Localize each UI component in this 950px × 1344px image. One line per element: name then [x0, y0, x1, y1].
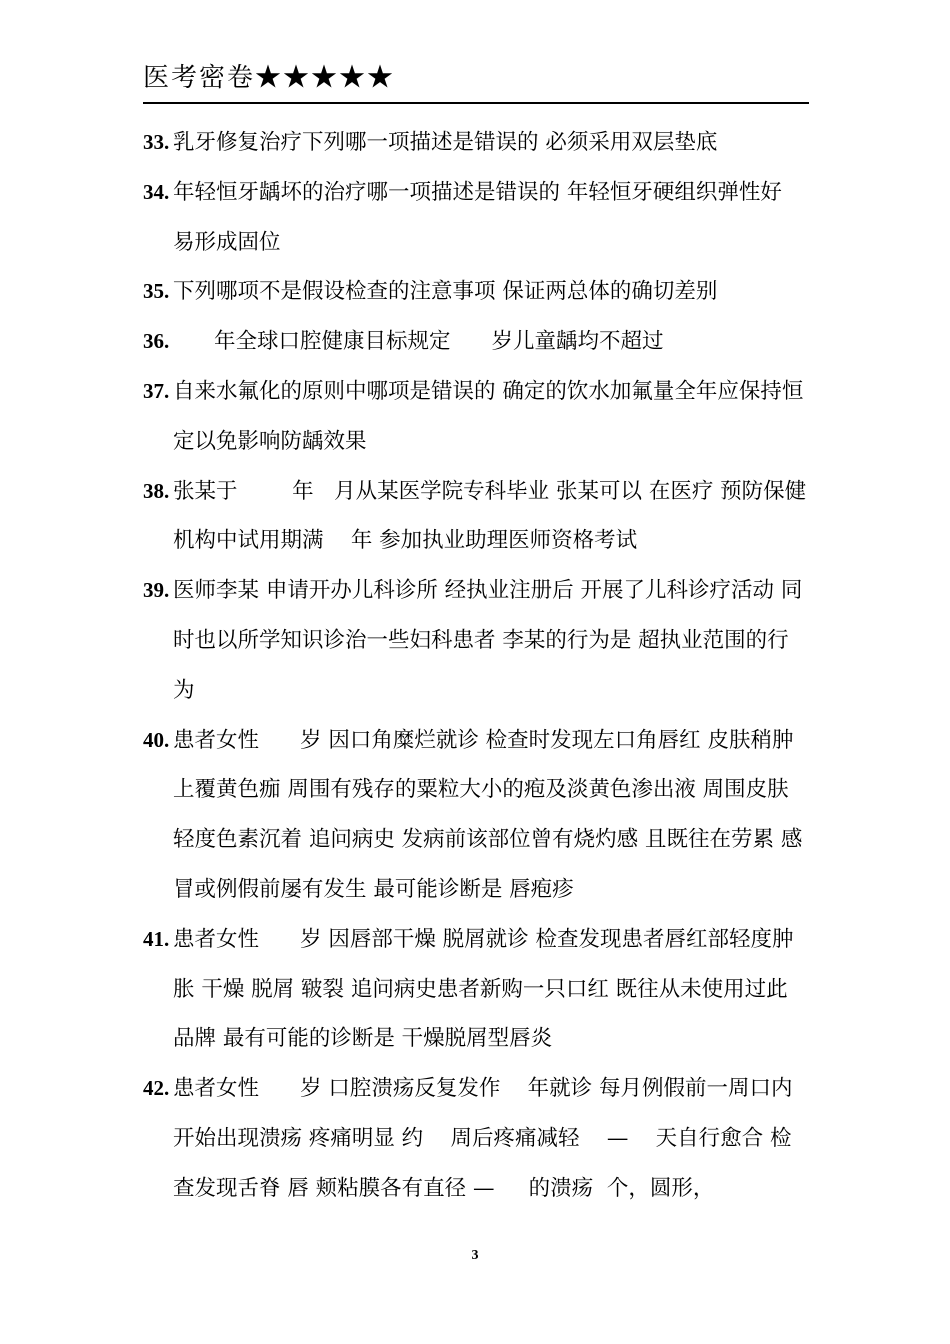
question-34: [143, 168, 809, 268]
question-40: [143, 716, 809, 915]
question-number: 33.: [143, 130, 170, 154]
question-39: [143, 566, 809, 715]
question-text: 患者女性 岁 因口角糜烂就诊 检查时发现左口角唇红 皮肤稍肿 上覆黄色痂 周围有残存的粟粒大小的疱及淡黄色渗出液 周围皮肤轻度色素沉着 追问病史 发病前该部位曾有烧灼感 且既往在劳累 感冒或例假前屡有发生 最可能诊断是 唇疱疹: [173, 727, 803, 902]
page-number: 3: [471, 1248, 479, 1263]
question-text: 患者女性 岁 口腔溃疡反复发作 年就诊 每月例假前一周口内开始出现溃疡 疼痛明显 约 周后疼痛减轻 — 天自行愈合 检查发现舌脊 唇 颊粘膜各有直径 — 的溃疡 个，圆形，: [173, 1076, 793, 1201]
question-text: 患者女性 岁 因唇部干燥 脱屑就诊 检查发现患者唇红部轻度肿胀 干燥 脱屑 皲裂 追问病史患者新购一只口红 既往从未使用过此品牌 最有可能的诊断是 干燥脱屑型唇炎: [173, 926, 794, 1052]
question-38: [143, 467, 809, 567]
question-35: [143, 267, 809, 317]
question-42: [143, 1064, 809, 1213]
question-number: 39.: [143, 578, 170, 603]
question-41: [143, 915, 809, 1064]
question-list: [143, 118, 809, 1214]
question-number: 35.: [143, 279, 170, 304]
question-number: 36.: [143, 329, 170, 354]
question-number: 40.: [143, 727, 170, 752]
header-rule: [143, 102, 809, 104]
question-number: 41.: [143, 926, 170, 951]
question-text: 乳牙修复治疗下列哪一项描述是错误的 必须采用双层垫底: [173, 130, 718, 155]
question-36: [143, 317, 809, 367]
question-text: 医师李某 申请开办儿科诊所 经执业注册后 开展了儿科诊疗活动 同时也以所学知识诊治一些妇科患者 李某的行为是 超执业范围的行为: [173, 578, 803, 703]
question-number: 34.: [143, 179, 170, 204]
question-number: 42.: [143, 1076, 170, 1101]
question-number: 38.: [143, 478, 170, 503]
question-33: [143, 118, 809, 168]
question-text: 下列哪项不是假设检查的注意事项 保证两总体的确切差别: [173, 279, 718, 305]
question-37: [143, 367, 809, 467]
question-text: 自来水氟化的原则中哪项是错误的 确定的饮水加氟量全年应保持恒定以免影响防龋效果: [173, 378, 804, 454]
page-header: 医考密卷★★★★★: [143, 63, 396, 93]
question-text: 张某于 年 月从某医学院专科毕业 张某可以 在医疗 预防保健机构中试用期满 年 参加执业助理医师资格考试: [173, 478, 807, 554]
question-number: 37.: [143, 378, 170, 403]
question-text: 年全球口腔健康目标规定 岁儿童龋均不超过: [173, 329, 664, 355]
question-text: 年轻恒牙龋坏的治疗哪一项描述是错误的 年轻恒牙硬组织弹性好 易形成固位: [173, 179, 789, 255]
